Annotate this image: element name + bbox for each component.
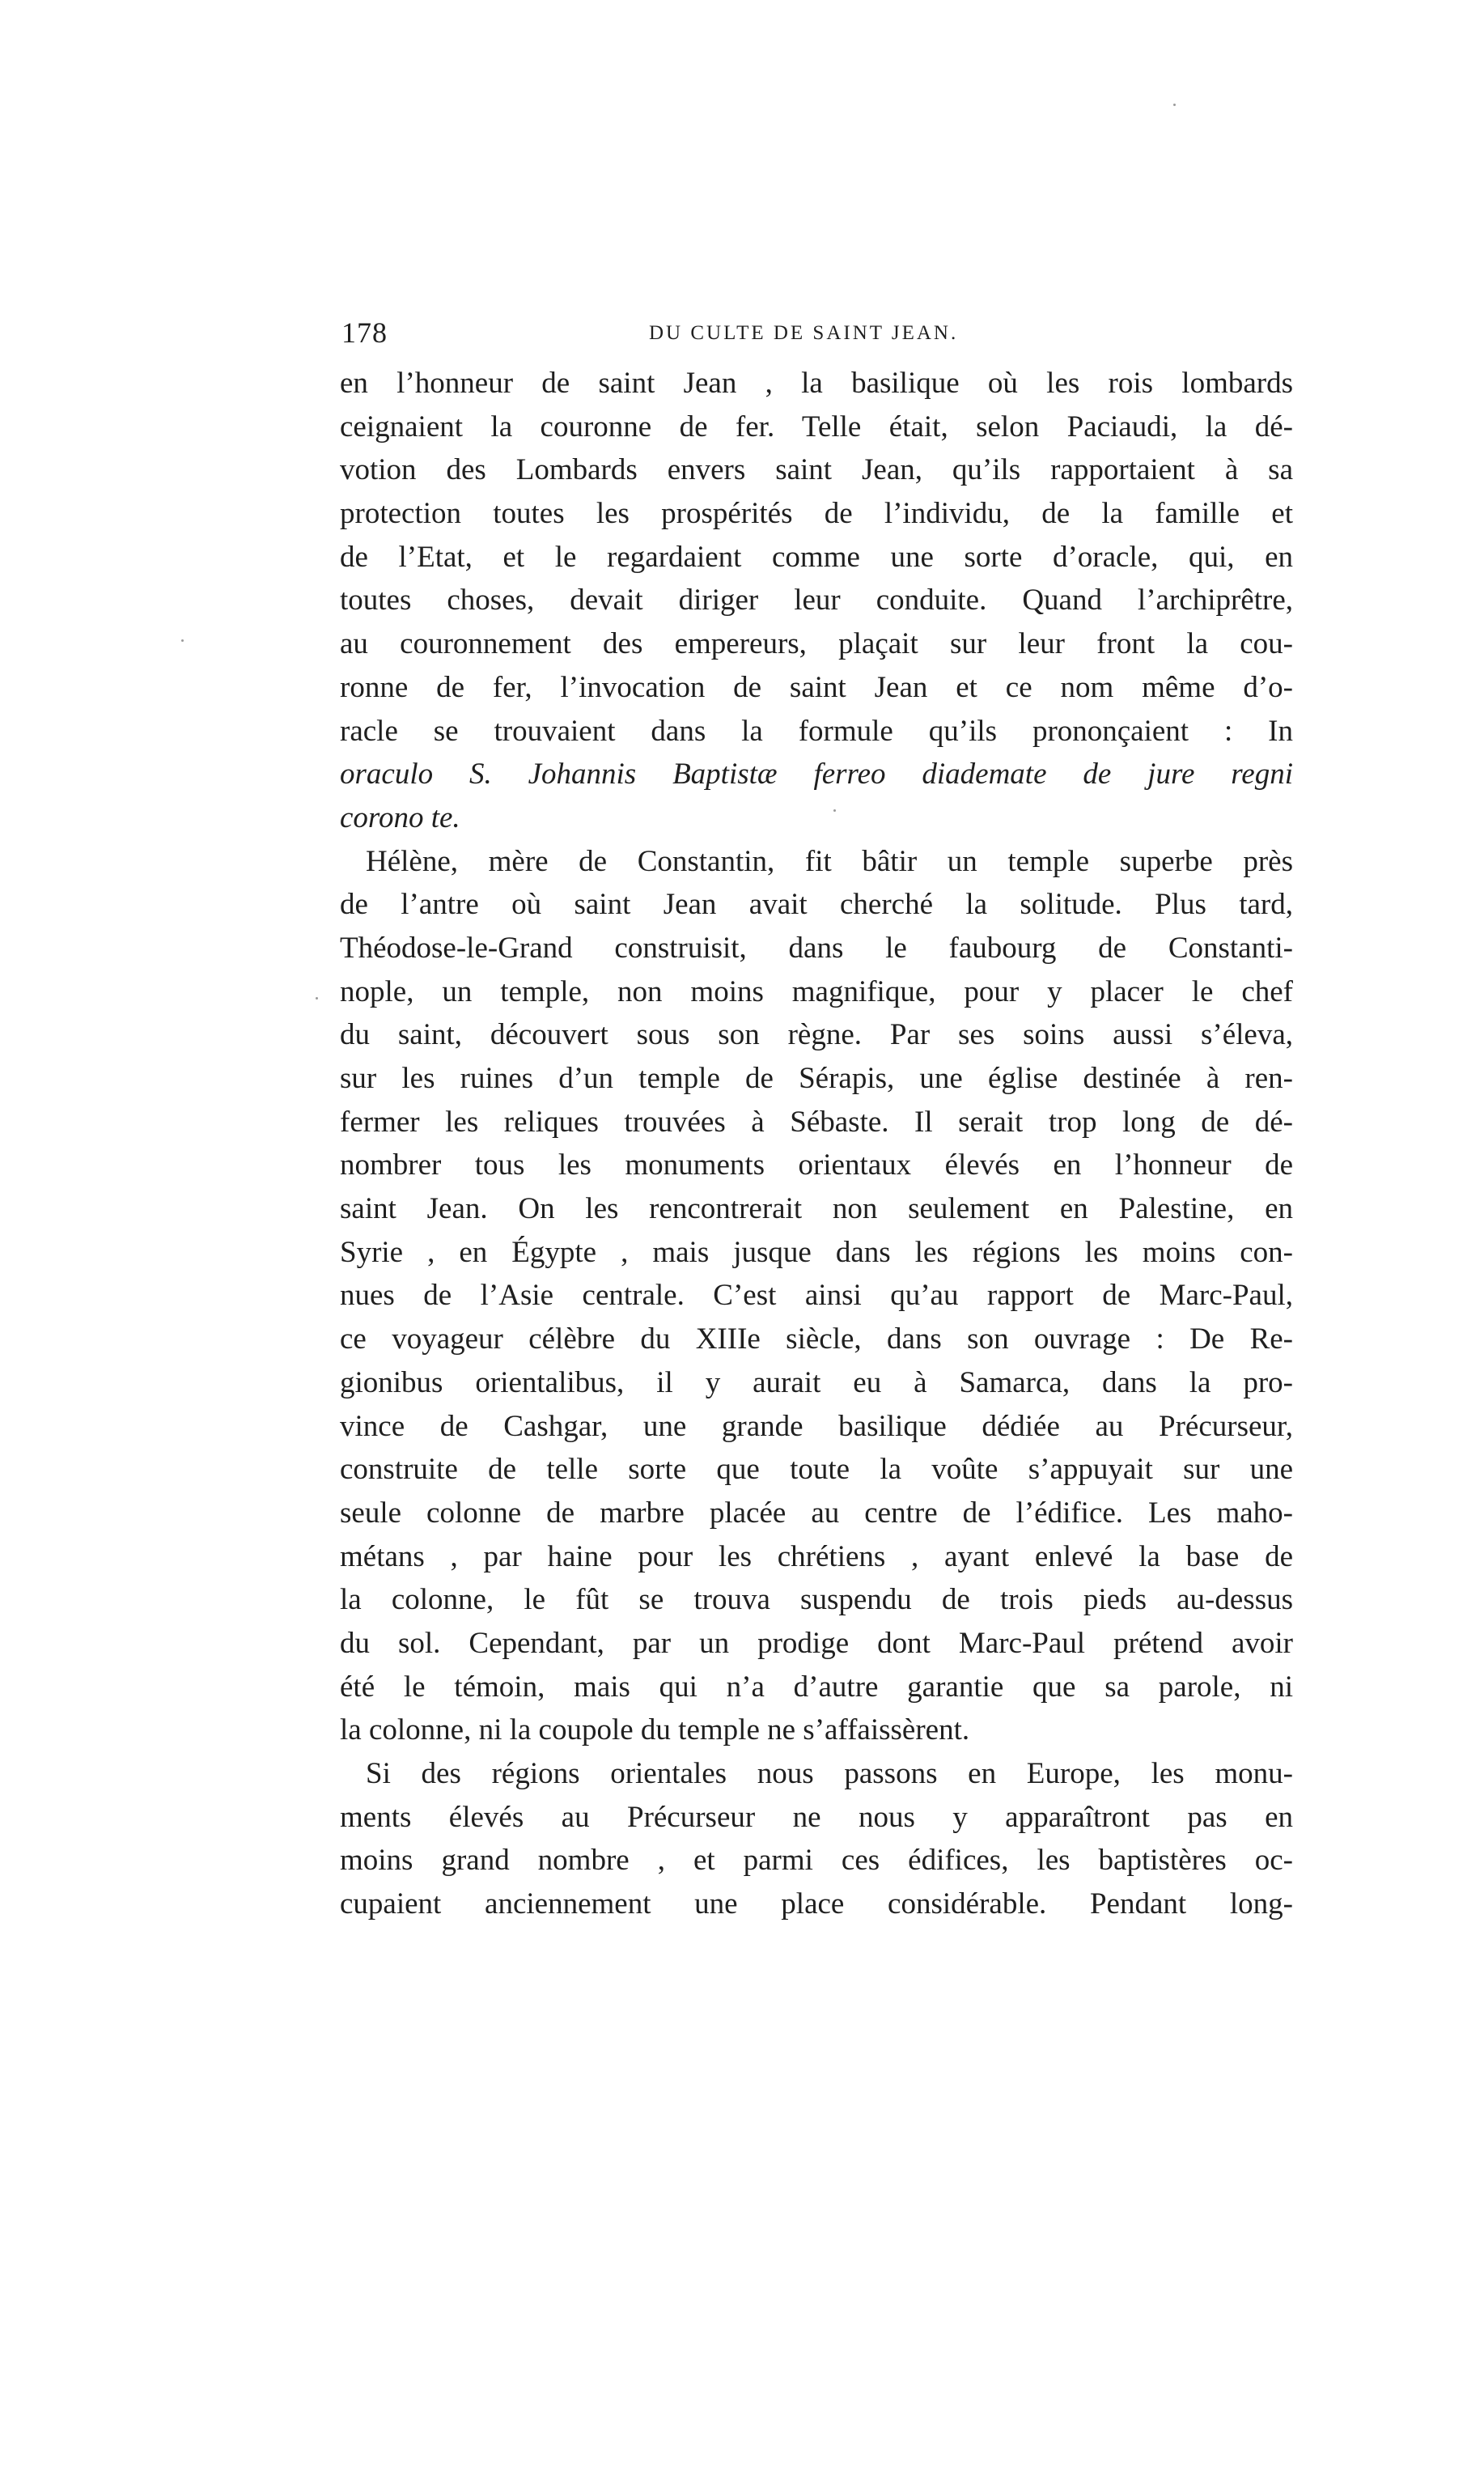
page-header [341, 316, 1329, 356]
text-line: ronne de fer, l’invocation de saint Jean et ce nom même d’o- [340, 670, 1293, 704]
text-line: seule colonne de marbre placée au centre de l’édifice. Les maho- [340, 1496, 1293, 1530]
text-line: de l’antre où saint Jean avait cherché la solitude. Plus tard, [340, 888, 1293, 922]
text-line: Théodose-le-Grand construisit, dans le faubourg de Constanti- [340, 931, 1293, 965]
text-line: nombrer tous les monuments orientaux élevés en l’honneur de [340, 1148, 1293, 1182]
body-text [340, 362, 1293, 1926]
paper-speck [181, 639, 184, 642]
text-line: oraculo S. Johannis Baptistæ ferreo diademate de jure regni [340, 758, 1293, 792]
text-line: la colonne, ni la coupole du temple ne s’affaissèrent. [340, 1713, 970, 1747]
text-line: Hélène, mère de Constantin, fit bâtir un temple superbe près [366, 844, 1293, 878]
text-line: construite de telle sorte que toute la voûte s’appuyait sur une [340, 1453, 1293, 1487]
text-line: moins grand nombre , et parmi ces édifices, les baptistères oc- [340, 1844, 1293, 1878]
paper-speck [316, 997, 318, 1000]
text-line: vince de Cashgar, une grande basilique dédiée au Précurseur, [340, 1409, 1293, 1443]
paper-speck [1173, 104, 1176, 106]
paper-speck [833, 809, 836, 812]
text-line: ceignaient la couronne de fer. Telle était, selon Paciaudi, la dé- [340, 410, 1293, 444]
text-line: ce voyageur célèbre du XIIIe siècle, dans son ouvrage : De Re- [340, 1322, 1293, 1356]
text-line: la colonne, le fût se trouva suspendu de trois pieds au-dessus [340, 1583, 1293, 1617]
text-line: protection toutes les prospérités de l’individu, de la famille et [340, 497, 1293, 531]
text-line: du saint, découvert sous son règne. Par ses soins aussi s’éleva, [340, 1018, 1293, 1052]
text-line: racle se trouvaient dans la formule qu’ils prononçaient : In [340, 714, 1293, 748]
text-line: gionibus orientalibus, il y aurait eu à Samarca, dans la pro- [340, 1365, 1293, 1399]
text-line: corono te. [340, 800, 460, 834]
text-line: métans , par haine pour les chrétiens , ayant enlevé la base de [340, 1539, 1293, 1573]
text-line: Syrie , en Égypte , mais jusque dans les régions les moins con- [340, 1235, 1293, 1269]
text-line: Si des régions orientales nous passons en Europe, les monu- [366, 1757, 1293, 1790]
text-line: nople, un temple, non moins magnifique, pour y placer le chef [340, 974, 1293, 1008]
text-line: été le témoin, mais qui n’a d’autre garantie que sa parole, ni [340, 1670, 1293, 1704]
text-line: nues de l’Asie centrale. C’est ainsi qu’au rapport de Marc-Paul, [340, 1279, 1293, 1313]
text-line: sur les ruines d’un temple de Sérapis, une église destinée à ren- [340, 1062, 1293, 1095]
text-line: cupaient anciennement une place considérable. Pendant long- [340, 1887, 1293, 1921]
text-line: au couronnement des empereurs, plaçait sur leur front la cou- [340, 627, 1293, 661]
text-line: toutes choses, devait diriger leur conduite. Quand l’archiprêtre, [340, 584, 1293, 618]
text-line: en l’honneur de saint Jean , la basilique où les rois lombards [340, 367, 1293, 400]
page-number: 178 [341, 316, 388, 349]
text-line: votion des Lombards envers saint Jean, qu’ils rapportaient à sa [340, 453, 1293, 487]
text-line: saint Jean. On les rencontrerait non seulement en Palestine, en [340, 1192, 1293, 1226]
text-line: fermer les reliques trouvées à Sébaste. Il serait trop long de dé- [340, 1105, 1293, 1139]
running-head: DU CULTE DE SAINT JEAN. [649, 322, 959, 344]
text-line: du sol. Cependant, par un prodige dont Marc-Paul prétend avoir [340, 1626, 1293, 1660]
text-line: de l’Etat, et le regardaient comme une sorte d’oracle, qui, en [340, 540, 1293, 574]
text-line: ments élevés au Précurseur ne nous y apparaîtront pas en [340, 1800, 1293, 1834]
